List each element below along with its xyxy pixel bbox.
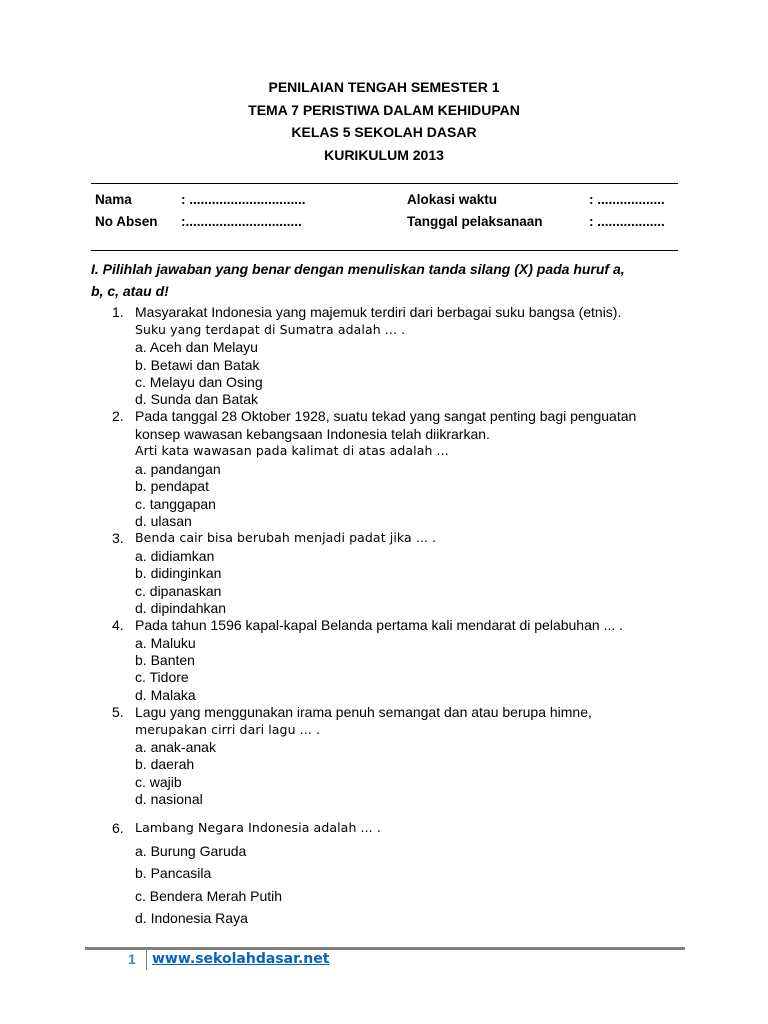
answer-option[interactable]: d. nasional xyxy=(135,791,203,807)
title-line-4: KURIKULUM 2013 xyxy=(324,147,444,163)
answer-option[interactable]: a. Maluku xyxy=(135,635,196,651)
question-text: konsep wawasan kebangsaan Indonesia telah diikrarkan. xyxy=(135,426,490,442)
tanggal-label: Tanggal pelaksanaan xyxy=(407,214,543,229)
bottom-rule xyxy=(91,250,678,251)
question-text: Lagu yang menggunakan irama penuh semangat dan atau berupa himne, xyxy=(135,704,592,720)
question-text: Arti kata wawasan pada kalimat di atas adalah ... xyxy=(135,443,449,458)
question-text: Lambang Negara Indonesia adalah ... . xyxy=(135,820,381,835)
answer-option[interactable]: d. ulasan xyxy=(135,513,192,529)
answer-option[interactable]: c. tanggapan xyxy=(135,496,216,512)
website-link[interactable]: www.sekolahdasar.net xyxy=(152,951,330,967)
question-number: 3. xyxy=(112,530,124,546)
instruction-line-1: I. Pilihlah jawaban yang benar dengan menuliskan tanda silang (X) pada huruf a, xyxy=(91,261,625,277)
answer-option[interactable]: a. Burung Garuda xyxy=(135,843,247,859)
answer-option[interactable]: d. Malaka xyxy=(135,687,196,703)
question-number: 2. xyxy=(112,408,124,424)
answer-option[interactable]: b. Banten xyxy=(135,652,195,668)
question-text: Pada tahun 1596 kapal-kapal Belanda pertama kali mendarat di pelabuhan ... . xyxy=(135,617,624,633)
question-text: Pada tanggal 28 Oktober 1928, suatu tekad yang sangat penting bagi penguatan xyxy=(135,408,637,424)
question-number: 5. xyxy=(112,704,124,720)
answer-option[interactable]: d. dipindahkan xyxy=(135,600,227,616)
answer-option[interactable]: a. pandangan xyxy=(135,461,221,477)
instruction-line-2: b, c, atau d! xyxy=(91,283,169,299)
answer-option[interactable]: a. didiamkan xyxy=(135,548,215,564)
title-line-3: KELAS 5 SEKOLAH DASAR xyxy=(291,124,477,140)
absen-label: No Absen xyxy=(95,214,158,229)
answer-option[interactable]: b. daerah xyxy=(135,756,195,772)
answer-option[interactable]: b. didinginkan xyxy=(135,565,222,581)
question-number: 6. xyxy=(112,820,124,836)
alokasi-field[interactable]: : .................. xyxy=(589,192,665,207)
question-text: Suku yang terdapat di Sumatra adalah ... . xyxy=(135,322,406,337)
question-number: 4. xyxy=(112,617,124,633)
answer-option[interactable]: c. dipanaskan xyxy=(135,583,222,599)
nama-label: Nama xyxy=(95,192,132,207)
answer-option[interactable]: b. pendapat xyxy=(135,478,209,494)
answer-option[interactable]: c. Tidore xyxy=(135,669,189,685)
footer-divider xyxy=(146,948,147,970)
footer-rule xyxy=(85,947,685,950)
answer-option[interactable]: a. Aceh dan Melayu xyxy=(135,339,258,355)
answer-option[interactable]: d. Sunda dan Batak xyxy=(135,391,258,407)
alokasi-label: Alokasi waktu xyxy=(407,192,498,207)
top-rule xyxy=(91,183,678,184)
answer-option[interactable]: d. Indonesia Raya xyxy=(135,910,248,926)
tanggal-field[interactable]: : .................. xyxy=(589,214,665,229)
title-line-1: PENILAIAN TENGAH SEMESTER 1 xyxy=(268,79,500,95)
nama-field[interactable]: : ............................... xyxy=(181,192,306,207)
answer-option[interactable]: c. Melayu dan Osing xyxy=(135,374,263,390)
question-text: Benda cair bisa berubah menjadi padat jika ... . xyxy=(135,530,437,545)
question-number: 1. xyxy=(112,304,124,320)
page-number: 1 xyxy=(128,951,136,967)
answer-option[interactable]: b. Pancasila xyxy=(135,865,212,881)
title-line-2: TEMA 7 PERISTIWA DALAM KEHIDUPAN xyxy=(248,102,520,118)
answer-option[interactable]: a. anak-anak xyxy=(135,739,216,755)
answer-option[interactable]: c. Bendera Merah Putih xyxy=(135,888,283,904)
question-text: Masyarakat Indonesia yang majemuk terdiri dari berbagai suku bangsa (etnis). xyxy=(135,304,622,320)
answer-option[interactable]: c. wajib xyxy=(135,774,182,790)
answer-option[interactable]: b. Betawi dan Batak xyxy=(135,357,260,373)
absen-field[interactable]: :............................... xyxy=(181,214,302,229)
question-text: merupakan cirri dari lagu ... . xyxy=(135,722,321,737)
